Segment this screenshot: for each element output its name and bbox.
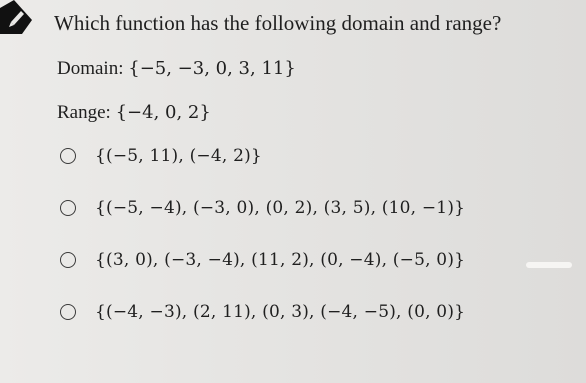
radio-button-icon[interactable] <box>60 304 76 320</box>
pencil-icon <box>0 0 32 34</box>
range-label: Range: <box>57 102 111 123</box>
answer-option-text: {(−4, −3), (2, 11), (0, 3), (−4, −5), (0, 0)} <box>95 302 466 322</box>
domain-set: {−5, −3, 0, 3, 11} <box>128 58 296 79</box>
range-set: {−4, 0, 2} <box>115 102 211 123</box>
domain-line <box>57 56 296 82</box>
radio-button-icon[interactable] <box>60 252 76 268</box>
paper-glare <box>526 262 572 268</box>
radio-button-icon[interactable] <box>60 200 76 216</box>
answer-option-d[interactable] <box>60 302 465 322</box>
answer-option-text: {(−5, 11), (−4, 2)} <box>95 146 262 166</box>
range-line <box>57 100 211 126</box>
answer-option-b[interactable] <box>60 198 465 218</box>
answer-option-c[interactable] <box>60 250 465 270</box>
answer-option-text: {(−5, −4), (−3, 0), (0, 2), (3, 5), (10, −1)} <box>95 198 466 218</box>
radio-button-icon[interactable] <box>60 148 76 164</box>
answer-option-text: {(3, 0), (−3, −4), (11, 2), (0, −4), (−5, 0)} <box>95 250 466 270</box>
question-text: Which function has the following domain and range? <box>54 11 502 35</box>
answer-option-a[interactable] <box>60 146 262 166</box>
domain-label: Domain: <box>57 58 124 79</box>
